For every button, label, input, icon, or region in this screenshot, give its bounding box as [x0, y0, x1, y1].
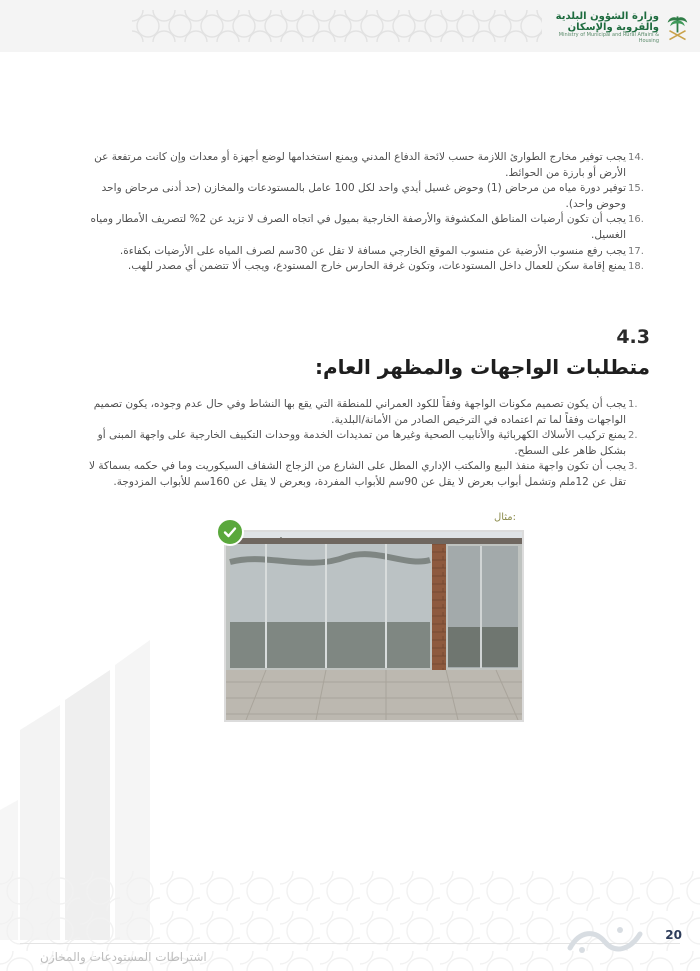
- list-item-text: يمنع تركيب الأسلاك الكهربائية والأنابيب الصحية وغيرها من تمديدات الخدمة ووحدات التكييف الخارجية على واجهة المبنى أو بشكل ظاهر على السطح.: [97, 429, 626, 457]
- list-item-text: يجب أن تكون أرضيات المناطق المكشوفة والأرصفة الخارجية بميول في اتجاه الصرف لا تزيد عن 2% لتصريف الأمطار ومياه الغسيل.: [90, 213, 626, 241]
- list-item: [70, 212, 644, 243]
- list-item: [70, 181, 644, 212]
- glass-storefront-photo: [224, 530, 524, 722]
- list-item: [70, 244, 644, 260]
- page-number: 20: [665, 928, 682, 942]
- requirements-list-top: [70, 150, 644, 275]
- list-item-number: 3.: [628, 461, 638, 473]
- list-item-text: يجب أن تكون واجهة منفذ البيع والمكتب الإداري المطل على الشارع من الزجاج الشفاف السيكوريت وما في حكمه بسماكة لا تقل عن 12ملم وتشمل أبواب بعرض لا يقل عن 90سم للأبواب المفردة، وبعرض لا يقل عن 160سم للأبواب المزدوجة.: [89, 460, 626, 488]
- document-title: اشتراطات المستودعات والمخازن: [40, 950, 207, 964]
- list-item-number: 2.: [628, 430, 638, 442]
- list-item: [80, 428, 638, 459]
- list-item-number: 15.: [628, 183, 644, 195]
- watermark-logo-icon: [560, 920, 650, 960]
- list-item-number: 1.: [628, 399, 638, 410]
- list-item-number: 18.: [628, 261, 644, 273]
- list-item-text: يجب رفع منسوب الأرضية عن منسوب الموقع الخارجي مسافة لا تقل عن 30سم لصرف المياه على الأرضيات بكفاءة.: [119, 244, 626, 257]
- list-item: [70, 259, 644, 275]
- storefront-illustration: [226, 532, 522, 720]
- ministry-name: [550, 12, 659, 44]
- list-item-number: 16.: [628, 214, 644, 226]
- list-item-text: يجب أن يكون تصميم مكونات الواجهة وفقاً للكود العمراني للمنطقة التي يقع بها النشاط وفي حال عدم وجوده، يكون تصميم الواجهات وفقاً لما تم اعتماده في الترخيص الصادر من الأمانة/البلدية.: [93, 398, 626, 426]
- list-item-number: 14.: [628, 152, 644, 163]
- ministry-name-line2: والقروية والإسكان: [567, 21, 660, 33]
- list-item-text: توفير دورة مياه من مرحاض (1) وحوض غسيل أيدي واحد لكل 100 عامل بالمستودعات والمخازن (حد أدنى مرحاض واحد وحوض واحد).: [101, 182, 626, 210]
- section-title: متطلبات الواجهات والمظهر العام:: [315, 355, 650, 379]
- arabesque-pattern: [132, 10, 542, 42]
- section-number: 4.3: [616, 326, 650, 348]
- list-item-text: يمنع إقامة سكن للعمال داخل المستودعات، وتكون غرفة الحارس خارج المستودع، ويجب ألا تتضمن أي مصدر للهب.: [127, 260, 626, 273]
- facade-requirements-list: [80, 397, 638, 491]
- list-item-text: يجب توفير مخارج الطوارئ اللازمة حسب لائحة الدفاع المدني ويمنع استخدامها لوضع أجهزة أو معدات وإن كانت مرتفعة عن الأرض أو بارزة من الحوائط.: [94, 151, 626, 179]
- ministry-name-en: Ministry of Municipal and Rural Affairs & Housing: [558, 32, 660, 44]
- checkmark-icon: [223, 525, 237, 539]
- list-item: [80, 397, 638, 428]
- ministry-name-line1: وزارة الشؤون البلدية: [555, 11, 660, 23]
- list-item: [80, 459, 638, 490]
- check-circle-icon: [216, 518, 244, 546]
- example-label: مثال:: [493, 512, 516, 523]
- list-item-number: 17.: [628, 245, 644, 257]
- palm-emblem-icon: [665, 11, 690, 45]
- list-item: [70, 150, 644, 181]
- ministry-logo: [550, 8, 690, 48]
